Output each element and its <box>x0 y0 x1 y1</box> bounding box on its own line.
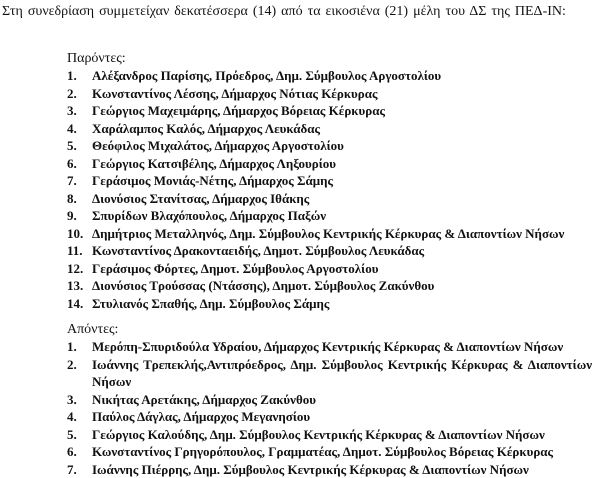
member-entry: Διονύσιος Τρούσσας (Ντάσσης), Δημοτ. Σύμβουλος Ζακύνθου <box>92 277 592 295</box>
list-item <box>67 242 592 260</box>
list-item <box>67 155 592 173</box>
item-number: 7. <box>67 172 92 190</box>
member-entry: Μερόπη-Σπυριδούλα Υδραίου, Δήμαρχος Κεντρικής Κέρκυρας & Διαποντίων Νήσων <box>92 338 592 356</box>
list-item <box>67 225 592 243</box>
member-entry: Γεράσιμος Μονιάς-Νέτης, Δήμαρχος Σάμης <box>92 172 592 190</box>
member-entry: Γεώργιος Καλούδης, Δημ. Σύμβουλος Κεντρικής Κέρκυρας & Διαποντίων Νήσων <box>92 426 592 444</box>
item-number: 5. <box>67 137 92 155</box>
list-item <box>67 120 592 138</box>
item-number: 6. <box>67 155 92 173</box>
item-number: 4. <box>67 120 92 138</box>
member-entry: Χαράλαμπος Καλός, Δήμαρχος Λευκάδας <box>92 120 592 138</box>
item-number: 1. <box>67 338 92 356</box>
item-number: 14. <box>67 295 92 313</box>
member-entry: Ιωάννης Πιέρρης, Δημ. Σύμβουλος Κεντρικής Κέρκυρας & Διαποντίων Νήσων <box>92 461 592 478</box>
list-item <box>67 443 592 461</box>
member-entry: Γεράσιμος Φόρτες, Δημοτ. Σύμβουλος Αργοστολίου <box>92 260 592 278</box>
member-entry: Αλέξανδρος Παρίσης, Πρόεδρος, Δημ. Σύμβουλος Αργοστολίου <box>92 67 592 85</box>
item-number: 3. <box>67 102 92 120</box>
present-members-list <box>67 67 592 312</box>
absent-members-list <box>67 338 592 478</box>
item-number: 11. <box>67 242 92 260</box>
list-item <box>67 260 592 278</box>
list-item <box>67 408 592 426</box>
list-item <box>67 426 592 444</box>
list-item <box>67 461 592 478</box>
member-entry: Παύλος Δάγλας, Δήμαρχος Μεγανησίου <box>92 408 592 426</box>
intro-paragraph: Στη συνεδρίαση συμμετείχαν δεκατέσσερα (14) από τα εικοσιένα (21) μέλη του ΔΣ της ΠΕΔ-ΙΝ: <box>2 3 602 20</box>
present-heading: Παρόντες: <box>67 50 126 67</box>
member-entry: Ιωάννης Τρεπεκλής,Αντιπρόεδρος, Δημ. Σύμβουλος Κεντρικής Κέρκυρας & Διαποντίων Νήσων <box>92 356 592 391</box>
member-entry: Σπυρίδων Βλαχόπουλος, Δήμαρχος Παξών <box>92 207 592 225</box>
list-item <box>67 295 592 313</box>
list-item <box>67 207 592 225</box>
member-entry: Κωνσταντίνος Γρηγορόπουλος, Γραμματέας, Δημοτ. Σύμβουλος Βόρειας Κέρκυρας <box>92 443 592 461</box>
item-number: 10. <box>67 225 92 243</box>
absent-heading: Απόντες: <box>67 321 118 338</box>
member-entry: Κωνσταντίνος Δρακονταειδής, Δημοτ. Σύμβουλος Λευκάδας <box>92 242 592 260</box>
item-number: 3. <box>67 391 92 409</box>
member-entry: Κωνσταντίνος Λέσσης, Δήμαρχος Νότιας Κέρκυρας <box>92 85 592 103</box>
item-number: 2. <box>67 356 92 391</box>
member-entry: Θεόφιλος Μιχαλάτος, Δήμαρχος Αργοστολίου <box>92 137 592 155</box>
list-item <box>67 391 592 409</box>
item-number: 1. <box>67 67 92 85</box>
item-number: 7. <box>67 461 92 478</box>
item-number: 4. <box>67 408 92 426</box>
list-item <box>67 172 592 190</box>
item-number: 5. <box>67 426 92 444</box>
list-item <box>67 102 592 120</box>
item-number: 12. <box>67 260 92 278</box>
list-item <box>67 338 592 356</box>
member-entry: Διονύσιος Στανίτσας, Δήμαρχος Ιθάκης <box>92 190 592 208</box>
item-number: 13. <box>67 277 92 295</box>
item-number: 8. <box>67 190 92 208</box>
list-item <box>67 67 592 85</box>
member-entry: Νικήτας Αρετάκης, Δήμαρχος Ζακύνθου <box>92 391 592 409</box>
list-item <box>67 137 592 155</box>
member-entry: Γεώργιος Κατσιβέλης, Δήμαρχος Ληξουρίου <box>92 155 592 173</box>
list-item <box>67 356 592 391</box>
item-number: 9. <box>67 207 92 225</box>
item-number: 6. <box>67 443 92 461</box>
item-number: 2. <box>67 85 92 103</box>
member-entry: Δημήτριος Μεταλληνός, Δημ. Σύμβουλος Κεντρικής Κέρκυρας & Διαποντίων Νήσων <box>92 225 592 243</box>
list-item <box>67 277 592 295</box>
list-item <box>67 190 592 208</box>
member-entry: Στυλιανός Σπαθής, Δημ. Σύμβουλος Σάμης <box>92 295 592 313</box>
list-item <box>67 85 592 103</box>
member-entry: Γεώργιος Μαχειμάρης, Δήμαρχος Βόρειας Κέρκυρας <box>92 102 592 120</box>
